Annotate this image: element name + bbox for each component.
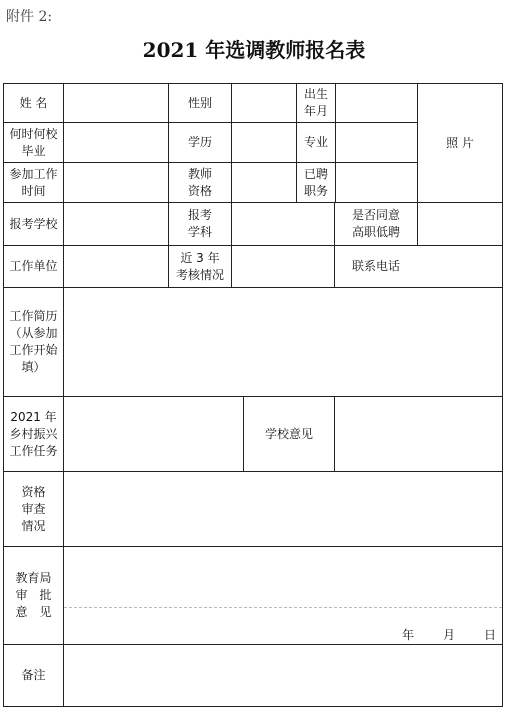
- school-opinion-field[interactable]: [335, 397, 502, 471]
- table-border-right: [502, 83, 503, 707]
- apply-school-label: 报考学校: [9, 216, 58, 231]
- major-field[interactable]: [336, 123, 417, 162]
- rural-task-field[interactable]: [64, 397, 243, 471]
- attachment-label: 附件 2:: [6, 9, 53, 25]
- gender-label: 性别: [187, 95, 212, 110]
- qualification-review-field[interactable]: [64, 472, 502, 546]
- name-field[interactable]: [64, 84, 168, 122]
- recent-assessment-field[interactable]: [232, 246, 334, 287]
- phone-field[interactable]: [418, 246, 502, 287]
- birth-date-label: 出生 年月: [303, 87, 328, 118]
- major-label: 专业: [303, 135, 328, 149]
- photo-box[interactable]: 照 片: [446, 135, 474, 150]
- table-border-bottom: [3, 706, 503, 707]
- notes-label: 备注: [21, 668, 46, 682]
- agree-lower-post-label: 是否同意 高职低聘: [351, 208, 400, 239]
- education-field[interactable]: [232, 123, 296, 162]
- gender-field[interactable]: [232, 84, 296, 122]
- teacher-qualification-field[interactable]: [232, 163, 296, 202]
- qualification-review-label: 资格 审查 情况: [21, 484, 46, 533]
- resume-field[interactable]: [64, 288, 502, 396]
- employed-title-field[interactable]: [336, 163, 417, 202]
- date-year-label: 年: [402, 628, 415, 642]
- work-unit-field[interactable]: [64, 246, 168, 287]
- bureau-approval-field[interactable]: [64, 547, 502, 644]
- apply-subject-label: 报考 学科: [187, 208, 212, 239]
- graduation-label: 何时何校 毕业: [9, 126, 58, 158]
- apply-school-field[interactable]: [64, 203, 168, 245]
- phone-label: 联系电话: [351, 259, 400, 273]
- apply-subject-field[interactable]: [232, 203, 334, 245]
- name-label: 姓 名: [19, 95, 48, 110]
- graduation-field[interactable]: [64, 123, 168, 162]
- birth-date-field[interactable]: [336, 84, 417, 122]
- teacher-qualification-label: 教师 资格: [187, 166, 212, 198]
- work-start-label: 参加工作 时间: [9, 166, 58, 198]
- resume-label: 工作简历 （从参加 工作开始 填）: [9, 309, 58, 374]
- school-opinion-label: 学校意见: [264, 426, 313, 441]
- work-start-field[interactable]: [64, 163, 168, 202]
- education-label: 学历: [187, 135, 212, 149]
- work-unit-label: 工作单位: [9, 259, 58, 273]
- date-month-label: 月: [443, 628, 456, 642]
- rural-task-label: 2021 年 乡村振兴 工作任务: [9, 409, 58, 458]
- employed-title-label: 已聘 职务: [303, 166, 328, 198]
- date-day-label: 日: [484, 628, 497, 642]
- recent-assessment-label: 近 3 年 考核情况: [175, 250, 224, 282]
- notes-field[interactable]: [64, 645, 502, 706]
- agree-lower-post-field[interactable]: [418, 203, 502, 245]
- bureau-approval-label: 教育局 审 批 意 见: [15, 571, 52, 619]
- form-title: 2021 年选调教师报名表: [142, 38, 366, 62]
